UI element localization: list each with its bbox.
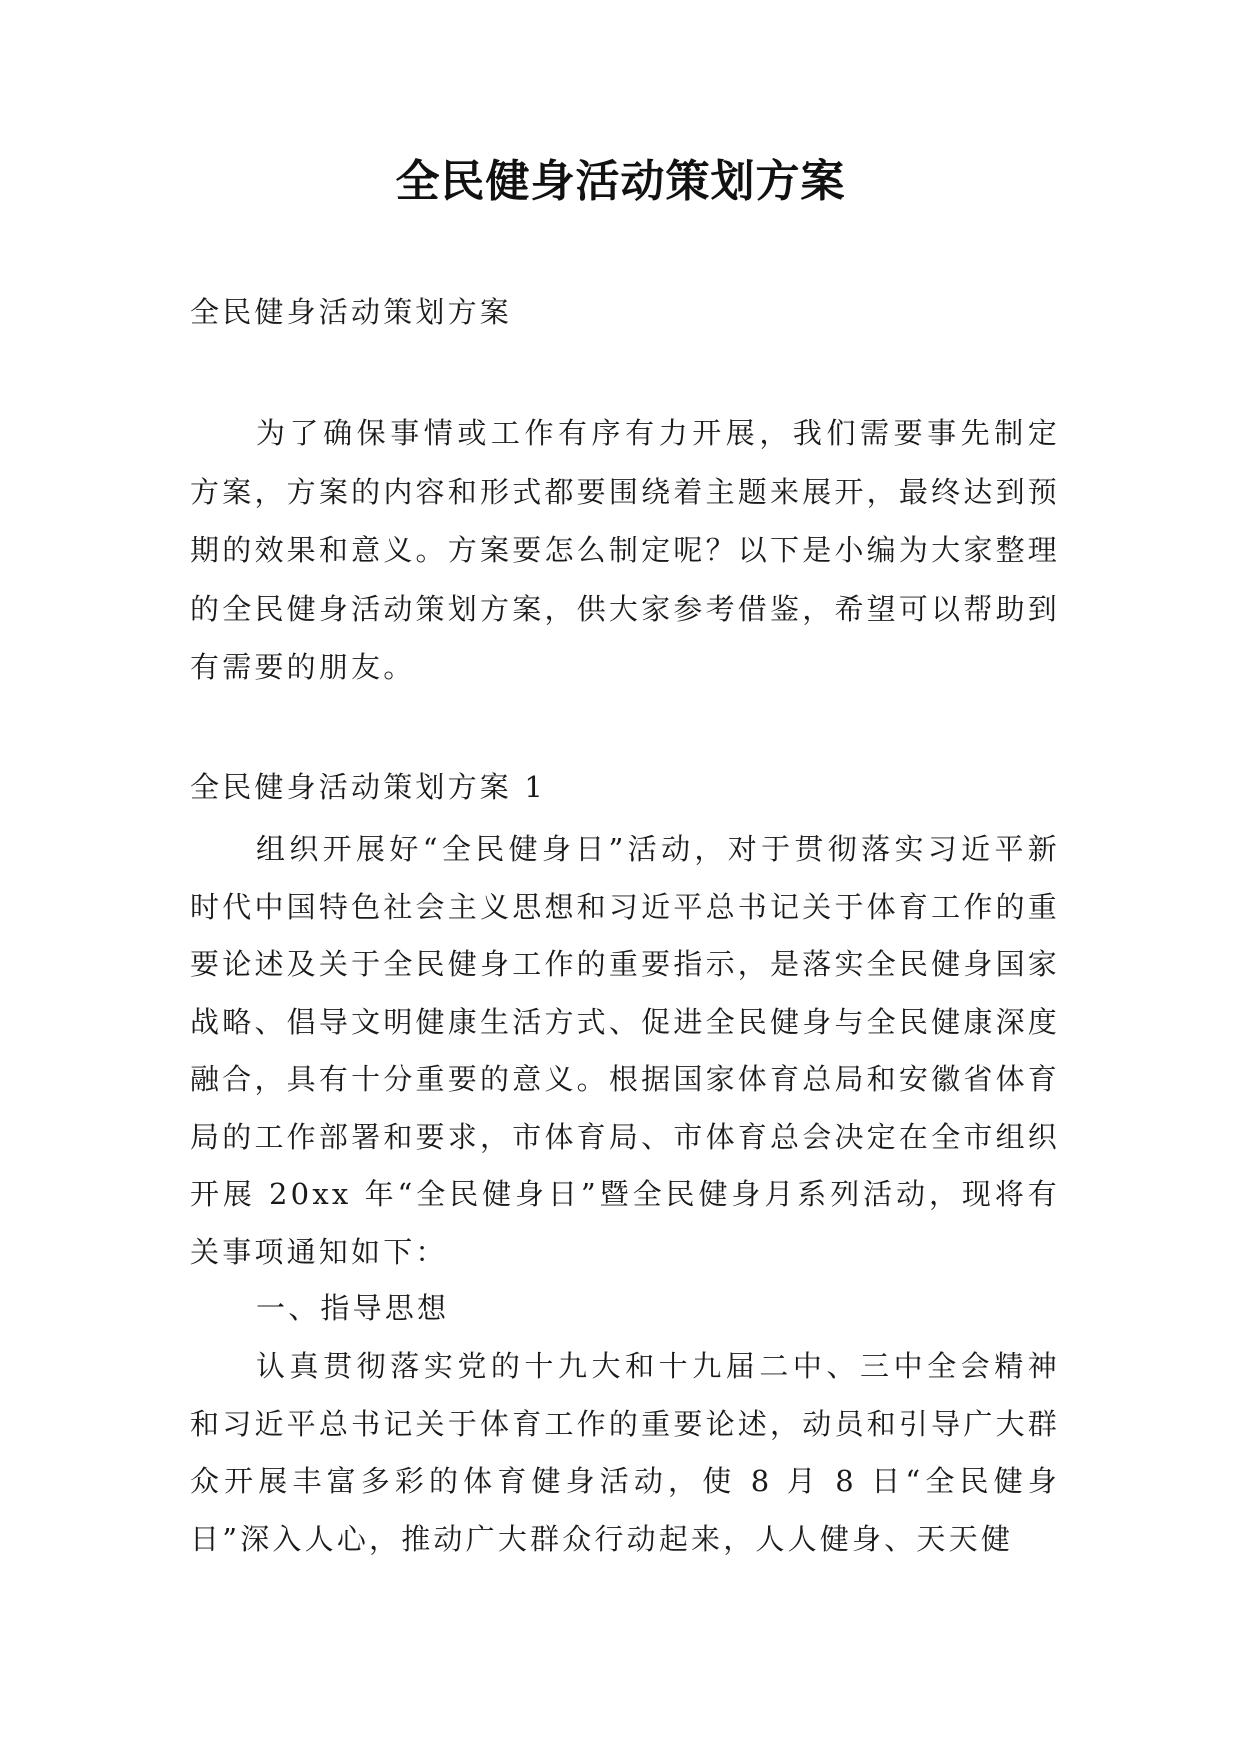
section-title: 全民健身活动策划方案 1	[190, 770, 547, 804]
intro-paragraph: 为了确保事情或工作有序有力开展，我们需要事先制定方案，方案的内容和形式都要围绕着主题来展开，最终达到预期的效果和意义。方案要怎么制定呢？以下是小编为大家整理的全民健身活动策划方案，供大家参考借鉴，希望可以帮助到有需要的朋友。	[190, 416, 1060, 684]
guiding-thought-heading: 一、指导思想	[256, 1291, 450, 1325]
document-subtitle: 全民健身活动策划方案	[190, 295, 513, 329]
document-title: 全民健身活动策划方案	[395, 156, 846, 207]
guiding-thought-paragraph: 认真贯彻落实党的十九大和十九届二中、三中全会精神和习近平总书记关于体育工作的重要论述，动员和引导广大群众开展丰富多彩的体育健身活动，使 8 月 8 日“全民健身日”深入人心，推动广大群众行动起来，人人健身、天天健	[190, 1349, 1060, 1556]
section-body-paragraph: 组织开展好“全民健身日”活动，对于贯彻落实习近平新时代中国特色社会主义思想和习近平总书记关于体育工作的重要论述及关于全民健身工作的重要指示，是落实全民健身国家战略、倡导文明健康生活方式、促进全民健身与全民健康深度融合，具有十分重要的意义。根据国家体育总局和安徽省体育局的工作部署和要求，市体育局、市体育总会决定在全市组织开展 20xx 年“全民健身日”暨全民健身月系列活动，现将有关事项通知如下：	[190, 832, 1060, 1269]
